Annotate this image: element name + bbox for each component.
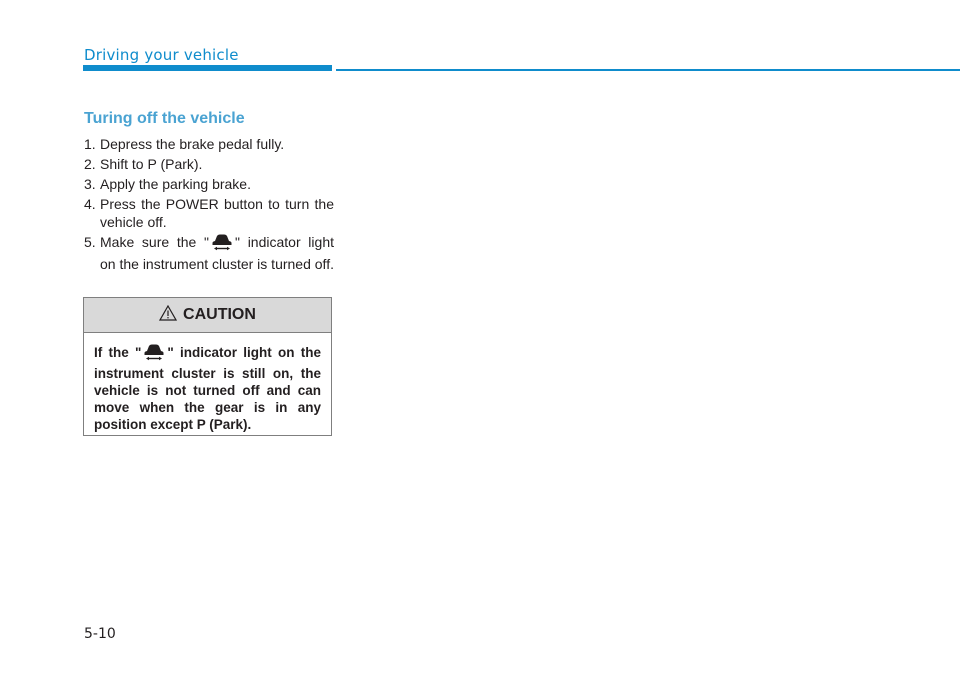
steps-list bbox=[84, 135, 334, 275]
list-item bbox=[84, 155, 334, 173]
caution-title: CAUTION bbox=[183, 306, 256, 323]
list-item bbox=[84, 195, 334, 231]
caution-text-before: If the " bbox=[94, 345, 142, 360]
section-title: Turing off the vehicle bbox=[84, 110, 245, 127]
caution-text bbox=[84, 333, 331, 433]
warning-triangle-icon bbox=[159, 305, 177, 326]
step-number: 2. bbox=[84, 156, 96, 172]
chapter-header: Driving your vehicle bbox=[84, 46, 239, 64]
list-item bbox=[84, 175, 334, 193]
car-ready-indicator-icon bbox=[143, 343, 165, 365]
step-text: Shift to P (Park). bbox=[100, 156, 203, 172]
step-text-after: " indicator light on the instrument cluster is turned off. bbox=[100, 234, 334, 272]
list-item bbox=[84, 233, 334, 273]
step-number: 1. bbox=[84, 136, 96, 152]
step-number: 5. bbox=[84, 234, 96, 250]
caution-text-after: " indicator light on the instrument cluster is still on, the vehicle is not turned off and can move when the gear is in any position except P (Park). bbox=[94, 345, 321, 432]
step-text: Depress the brake pedal fully. bbox=[100, 136, 285, 152]
step-number: 3. bbox=[84, 176, 96, 192]
caution-header bbox=[84, 298, 331, 333]
header-rule-thick bbox=[83, 65, 332, 71]
step-text: Press the POWER button to turn the vehicle off. bbox=[100, 196, 334, 230]
step-text-before: Make sure the " bbox=[100, 234, 210, 250]
car-ready-indicator-icon bbox=[211, 233, 233, 255]
header-rule-thin bbox=[336, 69, 960, 71]
step-number: 4. bbox=[84, 196, 96, 212]
list-item bbox=[84, 135, 334, 153]
step-text: Apply the parking brake. bbox=[100, 176, 251, 192]
caution-box bbox=[83, 297, 332, 436]
page-number: 5-10 bbox=[84, 626, 116, 642]
